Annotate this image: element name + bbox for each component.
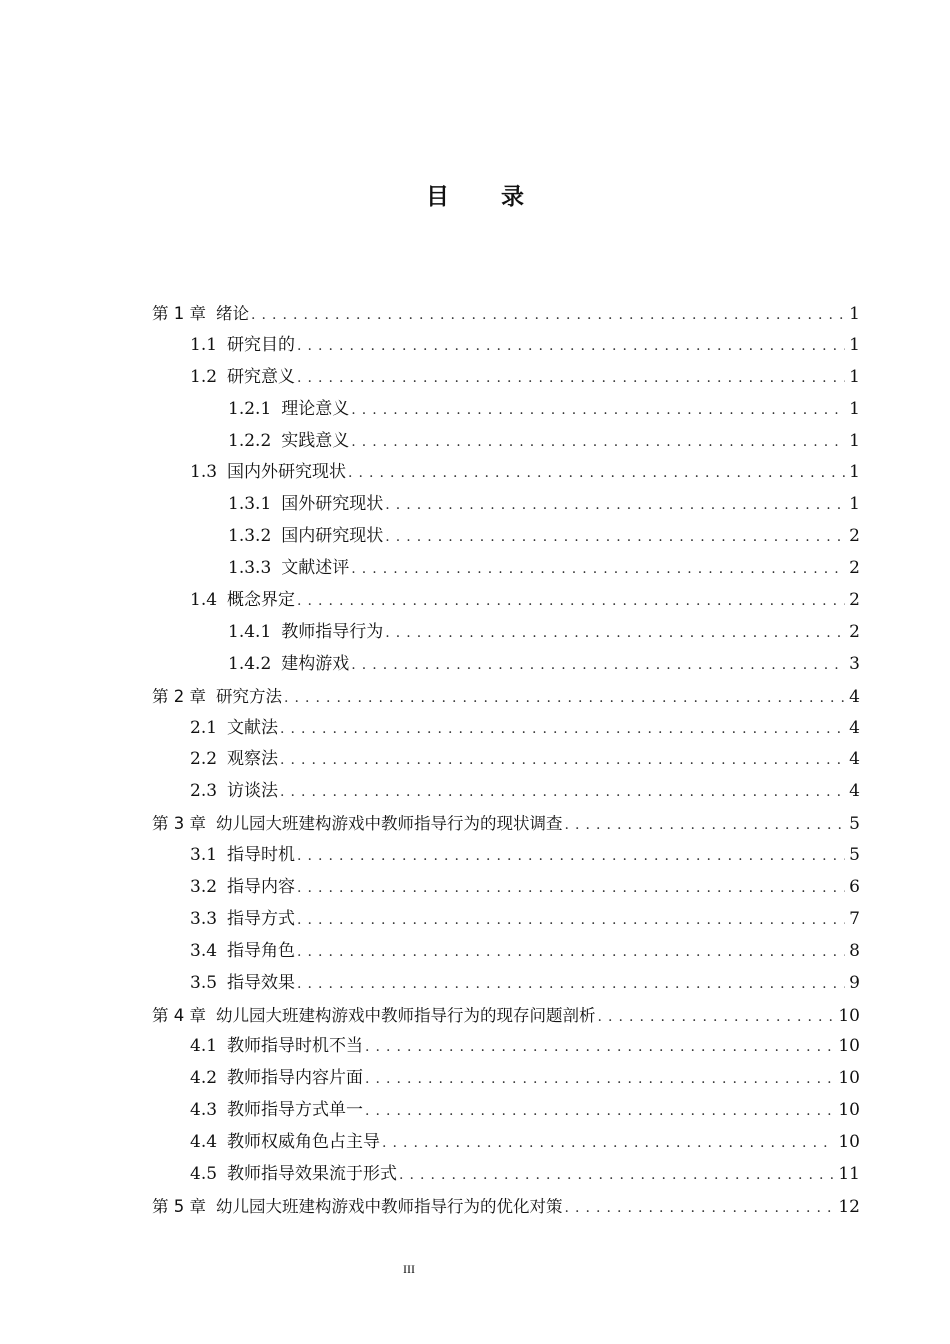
toc-entry-text: 研究目的 <box>227 334 296 355</box>
toc-entry[interactable] <box>152 936 860 968</box>
toc-entry-number: 1.2 <box>190 366 218 387</box>
toc-dot-leader <box>297 937 845 969</box>
toc-entry-number: 3.3 <box>190 908 218 929</box>
toc-dot-leader <box>365 1064 834 1096</box>
toc-entry-number: 第 3 章 <box>152 814 206 834</box>
toc-entry-text: 实践意义 <box>281 430 350 451</box>
toc-entry-text: 国内研究现状 <box>281 526 384 547</box>
toc-entry-page: 4 <box>849 686 860 707</box>
toc-entry-text: 绪论 <box>216 304 249 323</box>
toc-dot-leader <box>382 1128 834 1160</box>
toc-dot-leader <box>280 714 845 746</box>
toc-entry-page: 10 <box>838 1068 860 1089</box>
toc-entry[interactable] <box>152 808 860 840</box>
toc-entry-page: 5 <box>849 814 860 835</box>
toc-entry-number: 第 4 章 <box>152 1005 206 1025</box>
toc-dot-leader <box>280 745 845 777</box>
toc-entry-number: 4.3 <box>190 1100 218 1121</box>
toc-dot-leader <box>365 1096 834 1128</box>
toc-dot-leader <box>251 300 845 332</box>
toc-entry[interactable] <box>152 489 860 521</box>
toc-entry-label <box>190 1127 380 1159</box>
toc-entry-label <box>228 649 349 681</box>
toc-entry-number: 2.2 <box>190 749 218 770</box>
toc-entry-text: 指导内容 <box>227 877 296 898</box>
toc-entry-number: 3.4 <box>190 940 218 961</box>
toc-entry-text: 指导角色 <box>227 940 296 961</box>
toc-entry-page: 1 <box>849 462 860 483</box>
toc-dot-leader <box>351 650 845 682</box>
toc-entry-page: 9 <box>849 972 860 993</box>
toc-entry-page: 11 <box>838 1164 860 1185</box>
toc-entry-text: 研究方法 <box>216 686 282 706</box>
toc-dot-leader <box>297 363 845 395</box>
toc-entry-number: 第 2 章 <box>152 686 206 706</box>
toc-entry[interactable] <box>152 1191 860 1223</box>
toc-entry[interactable] <box>152 1127 860 1159</box>
toc-entry-label <box>228 426 349 458</box>
toc-entry-number: 2.3 <box>190 781 218 802</box>
toc-entry-label <box>190 1159 397 1191</box>
toc-entry-page: 2 <box>849 558 860 579</box>
toc-entry[interactable] <box>152 457 860 489</box>
toc-entry-number: 1.3.2 <box>228 526 272 547</box>
toc-entry-text: 国内外研究现状 <box>227 462 347 483</box>
toc-entry[interactable] <box>152 872 860 904</box>
toc-entry[interactable] <box>152 330 860 362</box>
toc-entry-label <box>190 904 295 936</box>
toc-entry-label <box>228 394 349 426</box>
toc-entry-text: 国外研究现状 <box>281 494 384 515</box>
toc-entry-label <box>190 362 295 394</box>
toc-dot-leader <box>297 586 845 618</box>
toc-entry-page: 10 <box>838 1100 860 1121</box>
toc-entry-page: 3 <box>849 653 860 674</box>
toc-dot-leader <box>365 1032 834 1064</box>
toc-entry-page: 7 <box>849 908 860 929</box>
toc-entry[interactable] <box>152 585 860 617</box>
toc-entry-page: 5 <box>849 845 860 866</box>
toc-entry-page: 4 <box>849 717 860 738</box>
toc-dot-leader <box>348 458 845 490</box>
toc-entry[interactable] <box>152 426 860 458</box>
toc-entry-number: 1.1 <box>190 334 218 355</box>
toc-entry-page: 1 <box>849 430 860 451</box>
toc-dot-leader <box>297 873 845 905</box>
toc-entry-number: 第 5 章 <box>152 1196 206 1216</box>
toc-entry-number: 1.4 <box>190 590 218 611</box>
toc-entry-text: 文献法 <box>227 717 279 738</box>
toc-dot-leader <box>565 810 846 842</box>
toc-entry-page: 4 <box>849 781 860 802</box>
toc-entry-page: 2 <box>849 621 860 642</box>
toc-entry-label <box>152 681 282 713</box>
toc-entry-text: 幼儿园大班建构游戏中教师指导行为的现状调查 <box>216 814 563 834</box>
toc-dot-leader <box>385 522 845 554</box>
toc-entry-label <box>190 872 295 904</box>
toc-entry-text: 指导方式 <box>227 908 296 929</box>
toc-entry-number: 4.2 <box>190 1068 218 1089</box>
toc-entry[interactable] <box>152 681 860 713</box>
toc-entry-page: 1 <box>849 334 860 355</box>
toc-entry-label <box>190 840 295 872</box>
toc-entry[interactable] <box>152 968 860 1000</box>
toc-dot-leader <box>284 683 845 715</box>
toc-entry[interactable] <box>152 649 860 681</box>
toc-dot-leader <box>297 331 845 363</box>
toc-entry-page: 12 <box>838 1196 860 1217</box>
toc-entry-page: 1 <box>849 494 860 515</box>
toc-entry-label <box>190 1095 363 1127</box>
toc-dot-leader <box>565 1193 835 1225</box>
toc-entry-number: 3.2 <box>190 877 218 898</box>
toc-dot-leader <box>598 1002 835 1034</box>
toc-entry[interactable] <box>152 298 860 330</box>
toc-entry-page: 8 <box>849 940 860 961</box>
toc-entry-number: 3.1 <box>190 845 218 866</box>
toc-entry-number: 4.4 <box>190 1132 218 1153</box>
toc-entry[interactable] <box>152 713 860 745</box>
toc-entry-number: 1.4.2 <box>228 653 272 674</box>
toc-entry-page: 2 <box>849 590 860 611</box>
toc-entry-text: 理论意义 <box>281 398 350 419</box>
toc-entry-label <box>190 744 278 776</box>
toc-dot-leader <box>399 1160 834 1192</box>
toc-entry-label <box>190 968 295 1000</box>
toc-dot-leader <box>297 905 845 937</box>
toc-entry-text: 建构游戏 <box>281 653 350 674</box>
toc-entry-page: 1 <box>849 304 860 324</box>
toc-entry[interactable] <box>152 521 860 553</box>
toc-entry[interactable] <box>152 1031 860 1063</box>
toc-title: 目 录 <box>425 184 546 210</box>
toc-entry-label <box>152 808 563 840</box>
toc-entry[interactable] <box>152 362 860 394</box>
toc-entry-text: 指导时机 <box>227 845 296 866</box>
toc-entry-label <box>152 1191 563 1223</box>
toc-entry-page: 6 <box>849 877 860 898</box>
toc-entry-label <box>190 585 295 617</box>
toc-entry-page: 2 <box>849 526 860 547</box>
toc-entry-text: 教师指导方式单一 <box>227 1100 364 1121</box>
toc-entry-number: 1.2.1 <box>228 398 272 419</box>
toc-entry[interactable] <box>152 1095 860 1127</box>
toc-entry[interactable] <box>152 617 860 649</box>
toc-entry-label <box>190 936 295 968</box>
toc-entry-text: 文献述评 <box>281 558 350 579</box>
toc-entry-text: 研究意义 <box>227 366 296 387</box>
toc-entry-label <box>190 1063 363 1095</box>
toc-entry-text: 教师指导行为 <box>281 621 384 642</box>
toc-dot-leader <box>297 841 845 873</box>
table-of-contents <box>152 298 860 1223</box>
toc-entry-page: 1 <box>849 398 860 419</box>
toc-entry[interactable] <box>152 776 860 808</box>
toc-entry-page: 10 <box>838 1036 860 1057</box>
toc-dot-leader <box>385 618 845 650</box>
toc-entry-text: 观察法 <box>227 749 279 770</box>
toc-entry-number: 1.3.1 <box>228 494 272 515</box>
toc-entry-label <box>190 330 295 362</box>
toc-dot-leader <box>385 490 845 522</box>
toc-dot-leader <box>280 777 845 809</box>
toc-dot-leader <box>351 427 845 459</box>
toc-entry-label <box>190 713 278 745</box>
toc-entry-label <box>228 489 383 521</box>
toc-entry-label <box>152 298 249 330</box>
toc-entry[interactable] <box>152 553 860 585</box>
toc-entry-text: 指导效果 <box>227 972 296 993</box>
toc-dot-leader <box>297 969 845 1001</box>
toc-entry-page: 4 <box>849 749 860 770</box>
toc-entry-number: 1.2.2 <box>228 430 272 451</box>
toc-entry-number: 第 1 章 <box>152 304 206 323</box>
toc-entry-number: 3.5 <box>190 972 218 993</box>
toc-entry[interactable] <box>152 744 860 776</box>
toc-entry-text: 教师指导时机不当 <box>227 1036 364 1057</box>
toc-entry-text: 访谈法 <box>227 781 279 802</box>
toc-entry[interactable] <box>152 904 860 936</box>
toc-entry[interactable] <box>152 840 860 872</box>
toc-dot-leader <box>351 395 845 427</box>
toc-entry-number: 2.1 <box>190 717 218 738</box>
toc-entry[interactable] <box>152 1159 860 1191</box>
toc-entry-label <box>228 521 383 553</box>
toc-entry-label <box>190 1031 363 1063</box>
toc-entry-text: 幼儿园大班建构游戏中教师指导行为的现存问题剖析 <box>216 1005 596 1025</box>
toc-entry-text: 教师指导效果流于形式 <box>227 1164 398 1185</box>
toc-entry-text: 概念界定 <box>227 590 296 611</box>
toc-entry-text: 幼儿园大班建构游戏中教师指导行为的优化对策 <box>216 1196 563 1216</box>
toc-dot-leader <box>351 554 845 586</box>
toc-entry-number: 1.3.3 <box>228 558 272 579</box>
toc-entry-label <box>190 457 346 489</box>
toc-entry-text: 教师指导内容片面 <box>227 1068 364 1089</box>
toc-entry[interactable] <box>152 1063 860 1095</box>
toc-entry-label <box>228 553 349 585</box>
toc-entry-label <box>152 1000 596 1032</box>
toc-entry-page: 1 <box>849 366 860 387</box>
toc-entry-page: 10 <box>838 1005 860 1026</box>
page-number-footer: III <box>403 1262 415 1276</box>
toc-entry-number: 1.3 <box>190 462 218 483</box>
toc-entry-label <box>228 617 383 649</box>
toc-entry[interactable] <box>152 1000 860 1032</box>
toc-entry-page: 10 <box>838 1132 860 1153</box>
toc-entry-number: 1.4.1 <box>228 621 272 642</box>
toc-entry-number: 4.1 <box>190 1036 218 1057</box>
toc-entry-number: 4.5 <box>190 1164 218 1185</box>
toc-entry-text: 教师权威角色占主导 <box>227 1132 381 1153</box>
toc-entry-label <box>190 776 278 808</box>
toc-entry[interactable] <box>152 394 860 426</box>
